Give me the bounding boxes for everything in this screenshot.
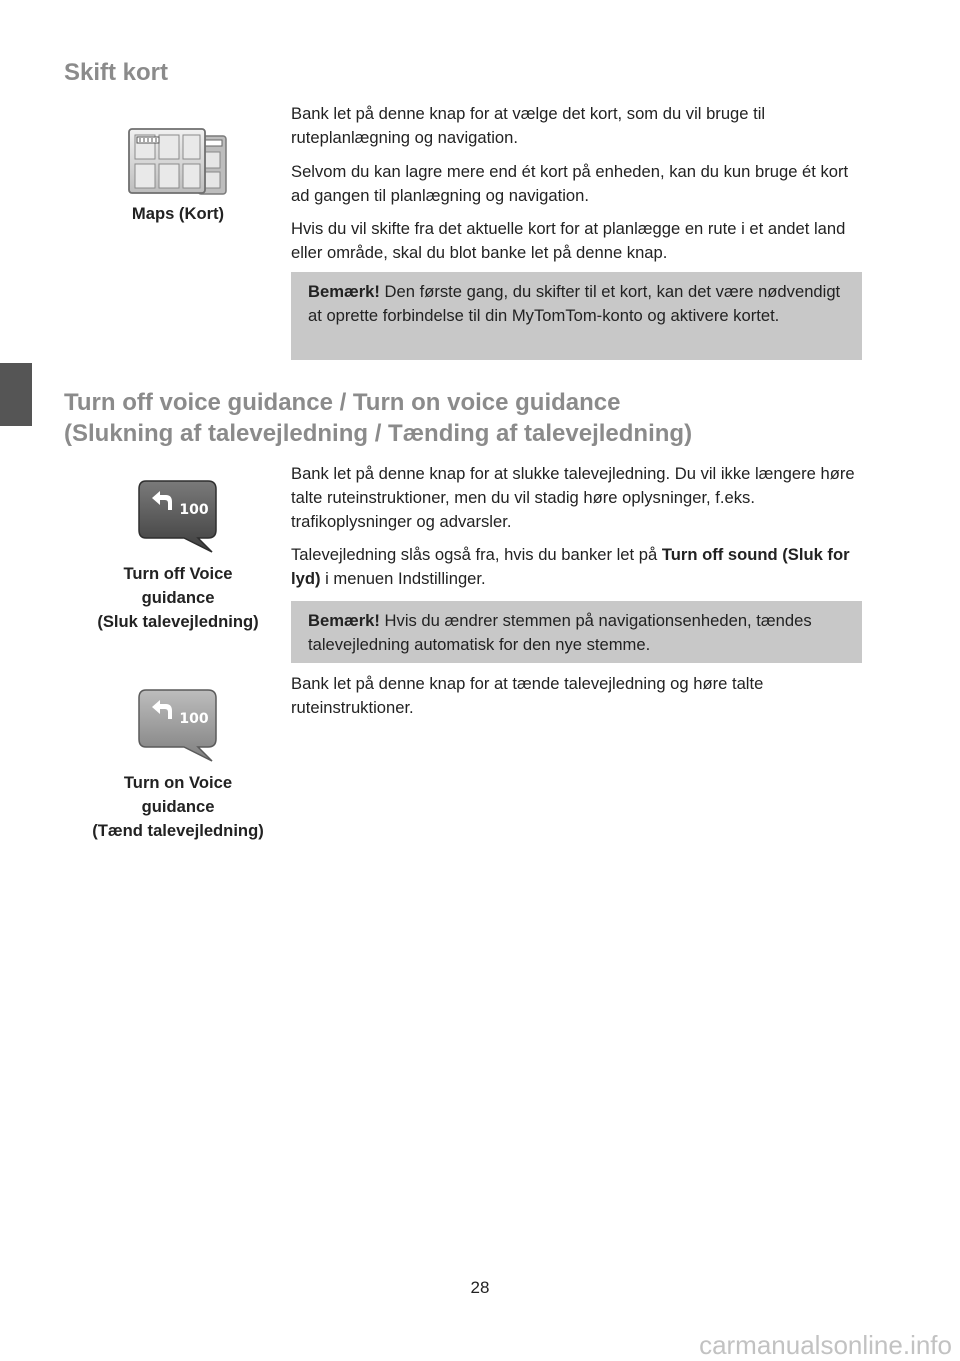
voice-on-icon-text: 100 <box>179 711 209 727</box>
voice-on-caption: Turn on Voice guidance (Tænd talevejledning) <box>92 773 264 840</box>
voice-off-paragraph-1: Bank let på denne knap for at slukke talevejledning. Du vil ikke længere høre talte ruteinstruktioner, men du vil stadig høre oplysninger, f.eks. trafikoplysninger og advarsler. <box>291 464 855 531</box>
maps-note <box>291 272 862 360</box>
section-title-maps: Skift kort <box>64 59 169 86</box>
voice-on-icon <box>136 687 220 767</box>
maps-paragraph-2: Selvom du kan lagre mere end ét kort på enheden, kan du kun bruge ét kort ad gangen til planlægning og navigation. <box>291 162 849 205</box>
voice-off-icon <box>136 478 220 558</box>
note-text: Den første gang, du skifter til et kort, kan det være nødvendigt at oprette forbindelse til din MyTomTom-konto og aktivere kortet. <box>308 282 841 325</box>
voice-off-icon-text: 100 <box>179 502 209 518</box>
voice-on-paragraph: Bank let på denne knap for at tænde talevejledning og høre talte ruteinstruktioner. <box>291 674 764 717</box>
maps-icon <box>126 126 230 198</box>
section-title-voice <box>64 387 692 449</box>
voice-off-note <box>291 601 862 663</box>
chapter-side-tab <box>0 363 32 426</box>
maps-button-caption: Maps (Kort) <box>131 204 225 223</box>
turn-off-sound-reference: Turn off sound (Sluk for lyd) <box>291 545 850 588</box>
maps-paragraph-3: Hvis du vil skifte fra det aktuelle kort for at planlægge en rute i et andet land eller område, skal du blot banke let på denne knap. <box>291 219 846 262</box>
voice-off-caption: Turn off Voice guidance (Sluk talevejledning) <box>97 564 259 631</box>
page-number: 28 <box>470 1278 490 1297</box>
note-text: Hvis du ændrer stemmen på navigationsenheden, tændes talevejledning automatisk for den nye stemme. <box>308 611 812 654</box>
note-label: Bemærk! <box>308 611 380 630</box>
section-title-voice-line2: (Slukning af talevejledning / Tænding af talevejledning) <box>64 420 693 447</box>
voice-off-paragraph-2: Talevejledning slås også fra, hvis du banker let på Turn off sound (Sluk for lyd) i menuen Indstillinger. <box>291 545 850 588</box>
section-title-voice-line1: Turn off voice guidance / Turn on voice guidance <box>64 389 621 416</box>
site-watermark: carmanualsonline.info <box>699 1330 952 1360</box>
note-label: Bemærk! <box>308 282 380 301</box>
maps-paragraph-1: Bank let på denne knap for at vælge det kort, som du vil bruge til ruteplanlægning og navigation. <box>291 104 766 147</box>
